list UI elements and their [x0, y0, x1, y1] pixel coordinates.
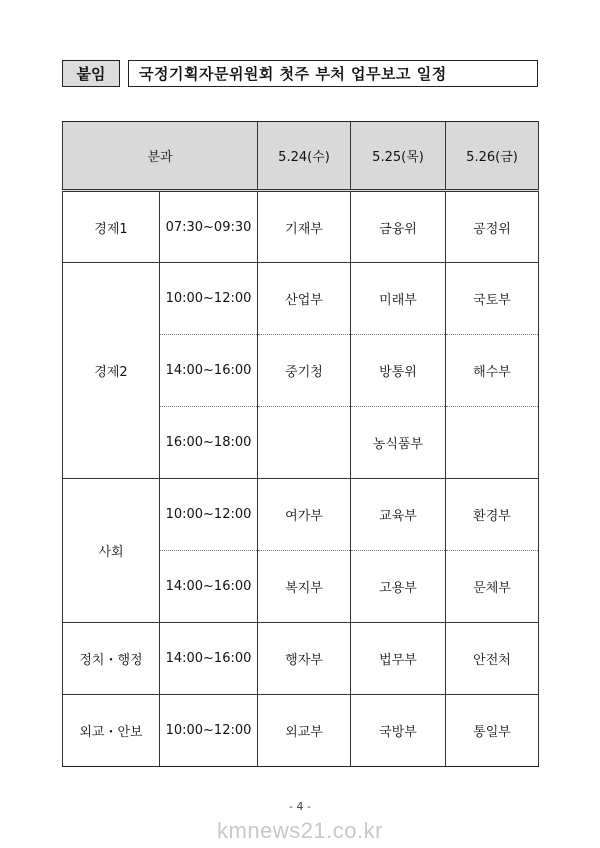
- ministry-cell: 농식품부: [351, 407, 446, 479]
- ministry-cell: 해수부: [446, 335, 539, 407]
- ministry-cell: 국토부: [446, 263, 539, 335]
- time-cell: 14:00~16:00: [160, 623, 258, 695]
- ministry-cell: 외교부: [258, 695, 351, 767]
- header-date-1: 5.24(수): [258, 122, 351, 191]
- ministry-cell: [258, 407, 351, 479]
- table-row: [63, 695, 539, 767]
- time-cell: 10:00~12:00: [160, 695, 258, 767]
- ministry-cell: 환경부: [446, 479, 539, 551]
- time-cell: 10:00~12:00: [160, 479, 258, 551]
- document-title: 국정기획자문위원회 첫주 부처 업무보고 일정: [128, 60, 538, 87]
- ministry-cell: 공정위: [446, 191, 539, 263]
- ministry-cell: 안전처: [446, 623, 539, 695]
- time-cell: 07:30~09:30: [160, 191, 258, 263]
- ministry-cell: [446, 407, 539, 479]
- header-date-3: 5.26(금): [446, 122, 539, 191]
- ministry-cell: 문체부: [446, 551, 539, 623]
- header-division: 분과: [63, 122, 258, 191]
- ministry-cell: 미래부: [351, 263, 446, 335]
- table-row: [63, 479, 539, 551]
- ministry-cell: 복지부: [258, 551, 351, 623]
- ministry-cell: 국방부: [351, 695, 446, 767]
- time-cell: 16:00~18:00: [160, 407, 258, 479]
- table-row: [63, 191, 539, 263]
- table-row: [63, 623, 539, 695]
- division-cell: 정치・행정: [63, 623, 160, 695]
- ministry-cell: 행자부: [258, 623, 351, 695]
- division-cell: 사회: [63, 479, 160, 623]
- ministry-cell: 여가부: [258, 479, 351, 551]
- ministry-cell: 금융위: [351, 191, 446, 263]
- table-header-row: [63, 122, 539, 191]
- ministry-cell: 기재부: [258, 191, 351, 263]
- ministry-cell: 산업부: [258, 263, 351, 335]
- header-date-2: 5.25(목): [351, 122, 446, 191]
- attachment-label: 붙임: [62, 60, 120, 87]
- ministry-cell: 방통위: [351, 335, 446, 407]
- ministry-cell: 통일부: [446, 695, 539, 767]
- division-cell: 경제2: [63, 263, 160, 479]
- page-number: - 4 -: [289, 800, 311, 813]
- ministry-cell: 고용부: [351, 551, 446, 623]
- table-row: [63, 263, 539, 335]
- ministry-cell: 중기청: [258, 335, 351, 407]
- ministry-cell: 교육부: [351, 479, 446, 551]
- ministry-cell: 법무부: [351, 623, 446, 695]
- time-cell: 14:00~16:00: [160, 335, 258, 407]
- time-cell: 10:00~12:00: [160, 263, 258, 335]
- schedule-table: [62, 121, 539, 767]
- time-cell: 14:00~16:00: [160, 551, 258, 623]
- division-cell: 외교・안보: [63, 695, 160, 767]
- watermark: kmnews21.co.kr: [217, 818, 383, 843]
- division-cell: 경제1: [63, 191, 160, 263]
